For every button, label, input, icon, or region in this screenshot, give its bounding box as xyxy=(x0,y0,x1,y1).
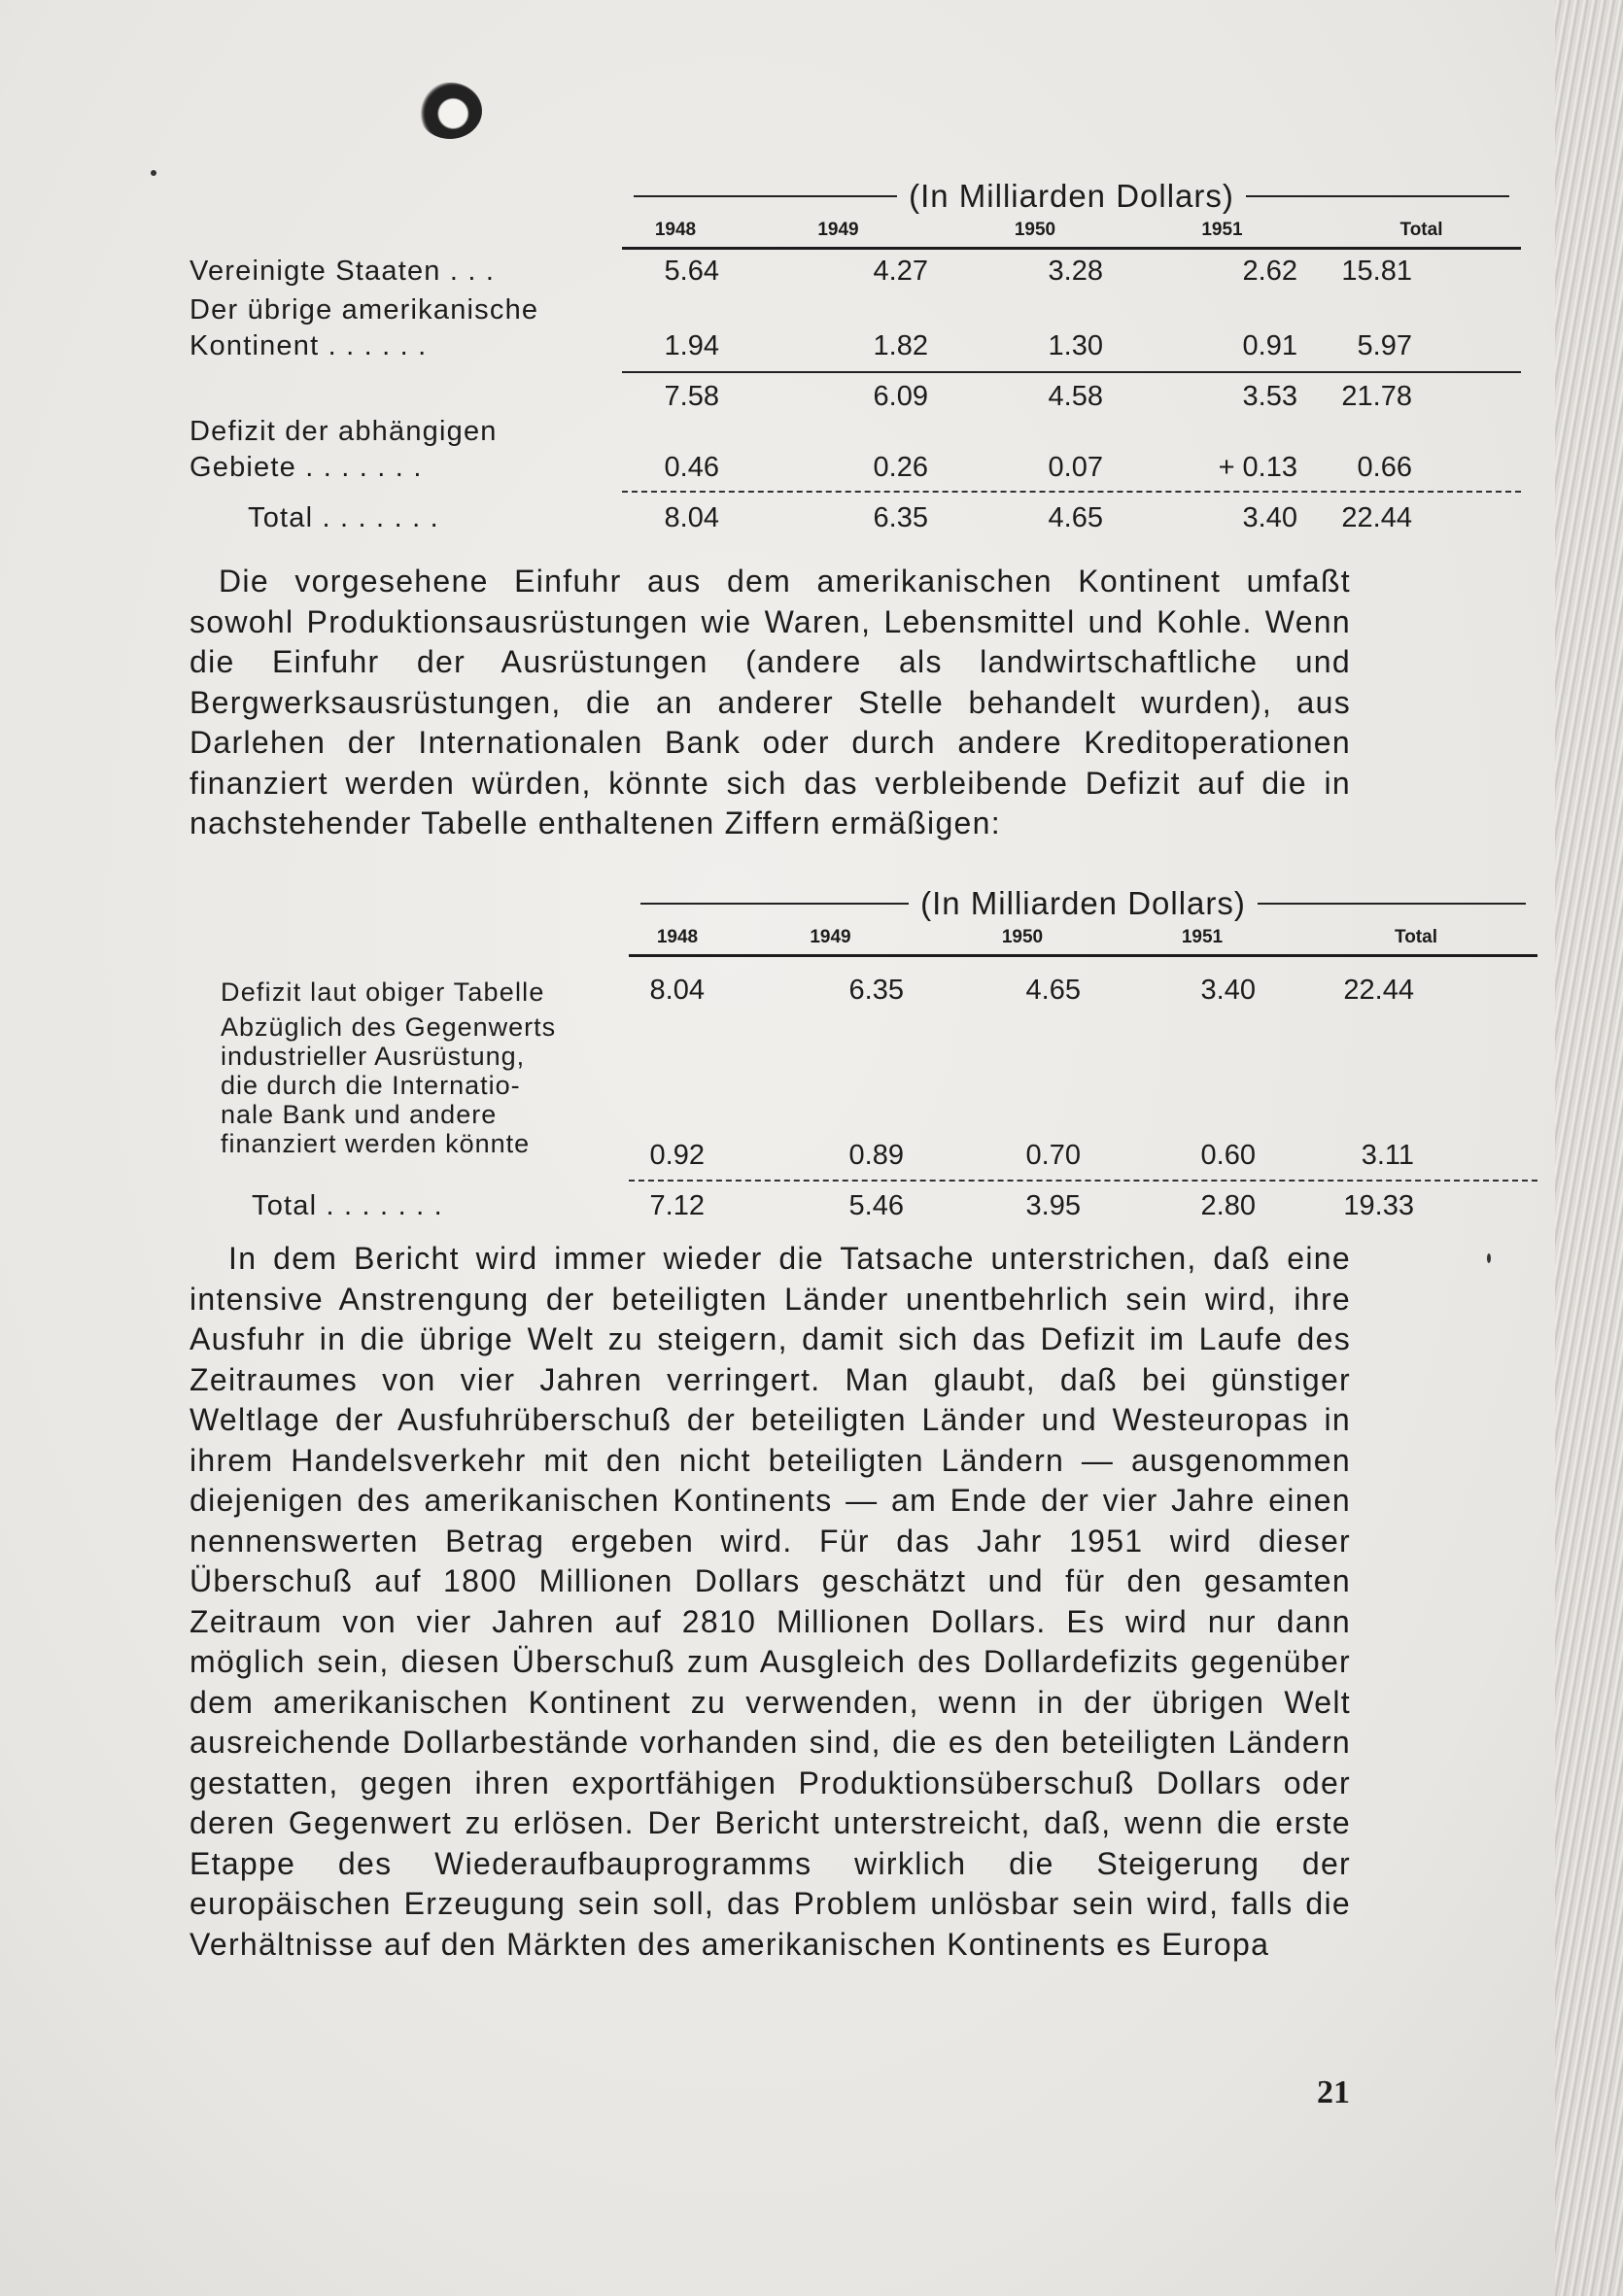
table1-col-total: Total xyxy=(1399,220,1443,240)
table1-col-1948: 1948 xyxy=(654,220,697,240)
cell: 5.46 xyxy=(848,1190,904,1221)
label-line: die durch die Internatio- xyxy=(221,1071,521,1100)
body-paragraph-1: Die vorgesehene Einfuhr aus dem amerikanischen Kontinent umfaßt sowohl Produktionsausrüstungen wie Waren, Lebensmittel und Kohle. Wenn die Einfuhr der Ausrüstungen (andere als landwirtschaftliche und Bergwerksausrüstungen, die an anderer Stelle behandelt wurden), aus Darlehen der Internationalen Bank oder durch andere Kreditoperationen finanziert werden würden, könnte sich das verbleibende Defizit auf die in nachstehender Tabelle enthaltenen Ziffern ermäßigen: xyxy=(190,564,1351,840)
subtotal-rule xyxy=(622,371,1521,373)
label-line: Abzüglich des Gegenwerts xyxy=(221,1012,557,1042)
binder-hole-mark xyxy=(418,83,482,139)
table1-col-1951: 1951 xyxy=(1201,220,1243,240)
row-label: Total . . . . . . . xyxy=(252,1190,443,1221)
table2-col-total: Total xyxy=(1395,927,1437,947)
dust-speck xyxy=(1487,1253,1491,1263)
row-label-line1: Der übrige amerikanische xyxy=(190,294,539,326)
cell: 21.78 xyxy=(1341,381,1412,412)
cell: 0.46 xyxy=(664,452,719,483)
dust-speck xyxy=(151,170,156,176)
cell: 6.35 xyxy=(848,975,904,1006)
cell: 8.04 xyxy=(664,502,719,533)
cell: 7.58 xyxy=(664,381,719,412)
row-label: Gebiete . . . . . . . xyxy=(190,452,423,483)
cell: 2.80 xyxy=(1200,1190,1256,1221)
table1-row-dependent xyxy=(190,449,1412,488)
table2-col-1950: 1950 xyxy=(1001,927,1044,947)
cell: 4.65 xyxy=(1048,502,1103,533)
cell: 3.95 xyxy=(1025,1190,1081,1221)
cell: + 0.13 xyxy=(1218,452,1297,483)
cell: 4.27 xyxy=(873,256,928,287)
cell: 0.07 xyxy=(1048,452,1103,483)
cell: 4.58 xyxy=(1048,381,1103,412)
table2-row-deduction xyxy=(190,1137,1414,1176)
label-line: industrieller Ausrüstung, xyxy=(221,1042,526,1071)
table2-col-1951: 1951 xyxy=(1181,927,1224,947)
table1-row-total xyxy=(190,499,1412,538)
page-edge xyxy=(1555,0,1623,2296)
table1-col-1949: 1949 xyxy=(817,220,859,240)
cell: 0.26 xyxy=(873,452,928,483)
cell: 4.65 xyxy=(1025,975,1081,1006)
table2-row-deficit xyxy=(190,972,1414,1011)
cell: 3.40 xyxy=(1200,975,1256,1006)
cell: 0.92 xyxy=(649,1140,705,1171)
table1-row-other-america-label xyxy=(190,291,1351,330)
cell: 3.40 xyxy=(1242,502,1297,533)
cell: 5.97 xyxy=(1357,330,1412,361)
cell: 8.04 xyxy=(649,975,705,1006)
table2-col-1949: 1949 xyxy=(810,927,851,947)
total-rule xyxy=(629,1180,1537,1182)
table2-unit-header xyxy=(629,882,1537,925)
cell: 22.44 xyxy=(1341,502,1412,533)
table2-row-total xyxy=(190,1187,1414,1226)
cell: 1.82 xyxy=(873,330,928,361)
table1-row-other-america xyxy=(190,327,1412,366)
table1-unit-label: (In Milliarden Dollars) xyxy=(909,178,1234,214)
cell: 22.44 xyxy=(1343,975,1414,1006)
cell: 1.94 xyxy=(664,330,719,361)
row-label: Vereinigte Staaten . . . xyxy=(190,256,496,287)
cell: 1.30 xyxy=(1048,330,1103,361)
body-paragraph-2: In dem Bericht wird immer wieder die Tatsache unterstrichen, daß eine intensive Anstrengung der beteiligten Länder unentbehrlich sein wird, ihre Ausfuhr in die übrige Welt zu steigern, damit sich das Defizit im Laufe des Zeitraumes von vier Jahren verringert. Man glaubt, daß bei günstiger Weltlage der Ausfuhrüberschuß der beteiligten Länder und Westeuropas in ihrem Handelsverkehr mit den nicht beteiligten Ländern — ausgenommen diejenigen des amerikanischen Kontinents — am Ende der vier Jahre einen nennenswerten Betrag ergeben wird. Für das Jahr 1951 wird dieser Überschuß auf 1800 Millionen Dollars geschätzt und für den gesamten Zeitraum von vier Jahren auf 2810 Millionen Dollars. Es wird nur dann möglich sein, diesen Überschuß zum Ausgleich des Dollardefizits gegenüber dem amerikanischen Kontinent zu verwenden, wenn in der übrigen Welt ausreichende Dollarbestände vorhanden sind, die es den beteiligten Ländern gestatten, gegen ihren exportfähigen Produktionsüberschuß Dollars oder deren Gegenwert zu erlösen. Der Bericht unterstreicht, daß, wenn die erste Etappe des Wiederaufbauprogramms wirklich die Steigerung der europäischen Erzeugung sein soll, das Problem unlösbar sein wird, falls die Verhältnisse auf den Märkten des amerikanischen Kontinents es Europa xyxy=(190,1241,1351,1962)
cell: 7.12 xyxy=(649,1190,705,1221)
cell: 0.70 xyxy=(1025,1140,1081,1171)
total-rule xyxy=(622,491,1521,493)
table1-row-dependent-label xyxy=(190,413,1351,452)
table2-col-1948: 1948 xyxy=(656,927,699,947)
row-label: Total . . . . . . . xyxy=(248,502,439,533)
table1-col-1950: 1950 xyxy=(1014,220,1056,240)
cell: 0.60 xyxy=(1200,1140,1256,1171)
cell: 6.35 xyxy=(873,502,928,533)
row-label-line1: Defizit der abhängigen xyxy=(190,416,498,447)
cell: 5.64 xyxy=(664,256,719,287)
row-label: Kontinent . . . . . . xyxy=(190,330,428,361)
page-number: 21 xyxy=(1317,2074,1350,2110)
cell: 3.28 xyxy=(1048,256,1103,287)
cell: 6.09 xyxy=(873,381,928,412)
cell: 0.66 xyxy=(1357,452,1412,483)
table2-unit-label: (In Milliarden Dollars) xyxy=(920,885,1246,921)
table1-row-usa xyxy=(190,253,1412,291)
cell: 0.91 xyxy=(1242,330,1297,361)
cell: 19.33 xyxy=(1343,1190,1414,1221)
cell: 3.53 xyxy=(1242,381,1297,412)
table1-unit-header xyxy=(622,175,1521,218)
table1-row-subtotal xyxy=(190,378,1412,417)
cell: 2.62 xyxy=(1242,256,1297,287)
table1-column-headers xyxy=(622,220,1521,250)
cell: 0.89 xyxy=(848,1140,904,1171)
label-line: nale Bank und andere xyxy=(221,1100,498,1129)
table2-column-headers xyxy=(629,927,1537,957)
row-label: Defizit laut obiger Tabelle xyxy=(221,977,545,1007)
cell: 15.81 xyxy=(1341,256,1412,287)
label-line: finanziert werden könnte xyxy=(221,1129,531,1158)
cell: 3.11 xyxy=(1361,1140,1414,1171)
